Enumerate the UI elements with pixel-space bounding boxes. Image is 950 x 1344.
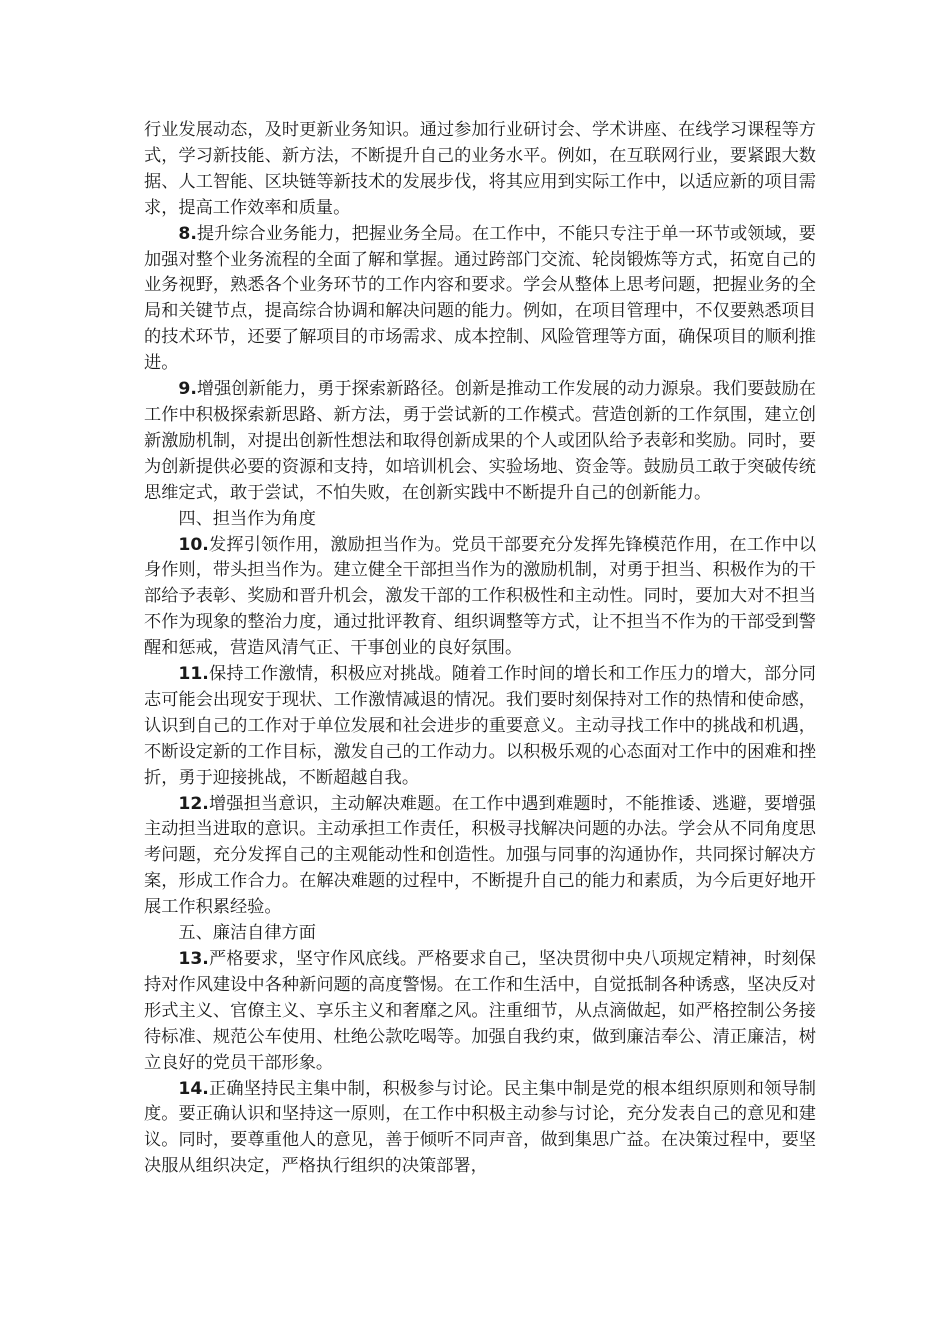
item-text: 增强创新能力，勇于探索新路径。创新是推动工作发展的动力源泉。我们要鼓励在工作中积极探索新思路、新方法，勇于尝试新的工作模式。营造创新的工作氛围，建立创新激励机制，对提出创新性想法和取得创新成果的个人或团队给予表彰和奖励。同时，要为创新提供必要的资源和支持，如培训机会、实验场地、资金等。鼓励员工敢于突破传统思维定式，敢于尝试，不怕失败，在创新实践中不断提升自己的创新能力。: [144, 379, 816, 503]
paragraph-item-14: [144, 1077, 816, 1181]
item-number: 14.: [178, 1078, 209, 1099]
item-text: 提升综合业务能力，把握业务全局。在工作中，不能只专注于单一环节或领域，要加强对整个业务流程的全面了解和掌握。通过跨部门交流、轮岗锻炼等方式，拓宽自己的业务视野，熟悉各个业务环节的工作内容和要求。学会从整体上思考问题，把握业务的全局和关键节点，提高综合协调和解决问题的能力。例如，在项目管理中，不仅要熟悉项目的技术环节，还要了解项目的市场需求、成本控制、风险管理等方面，确保项目的顺利推进。: [144, 223, 816, 374]
document-body: [144, 118, 816, 1180]
item-number: 11.: [178, 664, 209, 685]
item-number: 12.: [178, 793, 209, 814]
item-text: 保持工作激情，积极应对挑战。随着工作时间的增长和工作压力的增大，部分同志可能会出现安于现状、工作激情减退的情况。我们要时刻保持对工作的热情和使命感，认识到自己的工作对于单位发展和社会进步的重要意义。主动寻找工作中的挑战和机遇，不断设定新的工作目标，激发自己的工作动力。以积极乐观的心态面对工作中的困难和挫折，勇于迎接挑战，不断超越自我。: [144, 664, 816, 788]
section-heading-5: 五、廉洁自律方面: [178, 923, 316, 944]
item-text: 严格要求，坚守作风底线。严格要求自己，坚决贯彻中央八项规定精神，时刻保持对作风建设中各种新问题的高度警惕。在工作和生活中，自觉抵制各种诱惑，坚决反对形式主义、官僚主义、享乐主义和奢靡之风。注重细节，从点滴做起，如严格控制公务接待标准、规范公车使用、杜绝公款吃喝等。加强自我约束，做到廉洁奉公、清正廉洁，树立良好的党员干部形象。: [144, 949, 816, 1073]
paragraph-item-8: [144, 222, 816, 377]
item-text: 增强担当意识，主动解决难题。在工作中遇到难题时，不能推诿、逃避，要增强主动担当进取的意识。主动承担工作责任，积极寻找解决问题的办法。学会从不同角度思考问题，充分发挥自己的主观能动性和创造性。加强与同事的沟通协作，共同探讨解决方案，形成工作合力。在解决难题的过程中，不断提升自己的能力和素质，为今后更好地开展工作积累经验。: [144, 793, 816, 918]
paragraph-item-12: [144, 792, 816, 922]
section-heading-4: 四、担当作为角度: [178, 508, 316, 529]
item-text: 发挥引领作用，激励担当作为。党员干部要充分发挥先锋模范作用，在工作中以身作则，带头担当作为。建立健全干部担当作为的激励机制，对勇于担当、积极作为的干部给予表彰、奖励和晋升机会，激发干部的工作积极性和主动性。同时，要加大对不担当不作为现象的整治力度，通过批评教育、组织调整等方式，让不担当不作为的干部受到警醒和惩戒，营造风清气正、干事创业的良好氛围。: [144, 534, 816, 659]
item-text: 正确坚持民主集中制，积极参与讨论。民主集中制是党的根本组织原则和领导制度。要正确认识和坚持这一原则，在工作中积极主动参与讨论，充分发表自己的意见和建议。同时，要尊重他人的意见，善于倾听不同声音，做到集思广益。在决策过程中，要坚决服从组织决定，严格执行组织的决策部署，: [144, 1078, 816, 1177]
item-number: 13.: [178, 949, 209, 969]
paragraph-item-11: [144, 662, 816, 792]
item-number: 9.: [178, 379, 197, 400]
paragraph-item-13: [144, 947, 816, 1077]
item-number: 8.: [178, 223, 197, 244]
paragraph-continuation: 行业发展动态，及时更新业务知识。通过参加行业研讨会、学术讲座、在线学习课程等方式，学习新技能、新方法，不断提升自己的业务水平。例如，在互联网行业，要紧跟大数据、人工智能、区块链等新技术的发展步伐，将其应用到实际工作中，以适应新的项目需求，提高工作效率和质量。: [144, 120, 816, 218]
paragraph-item-9: [144, 377, 816, 507]
item-number: 10.: [178, 534, 209, 555]
paragraph-item-10: [144, 533, 816, 663]
